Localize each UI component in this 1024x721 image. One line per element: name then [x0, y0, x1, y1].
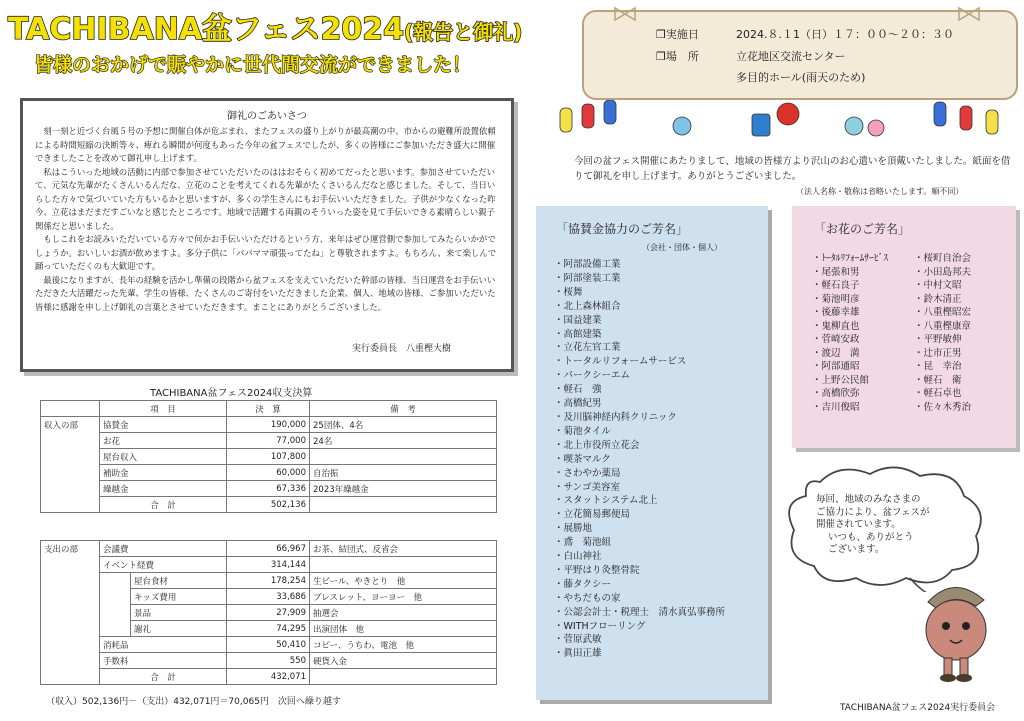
list-item: ・鳶 菊池組	[554, 537, 612, 549]
table-row	[41, 417, 497, 433]
total-label: 合 計	[100, 669, 227, 685]
footer-text: TACHIBANA盆フェス2024実行委員会	[840, 703, 996, 713]
income-table	[40, 400, 497, 513]
list-item: ・やちだもの家	[554, 592, 621, 604]
table-cell: 27,909	[227, 605, 310, 621]
table-cell: イベント経費	[100, 557, 227, 573]
shaved-ice-icon	[752, 114, 770, 136]
flower-list-col1	[812, 252, 888, 414]
table-cell	[41, 621, 100, 637]
place-label: ❒場 所	[656, 50, 699, 63]
list-item: ・軽石卓也	[914, 388, 962, 399]
lantern-icon	[934, 102, 946, 126]
fan-icon	[777, 103, 799, 125]
table-header: 備 考	[310, 401, 497, 417]
expense-table	[40, 540, 497, 685]
list-item: ・眞田正雄	[554, 648, 602, 660]
table-row	[41, 621, 497, 637]
ribbon-icon	[612, 6, 638, 24]
list-item: ・桜町自治会	[914, 253, 972, 264]
table-cell	[41, 589, 100, 605]
table-cell: ブレスレット、ヨーヨー 他	[310, 589, 497, 605]
table-cell	[41, 557, 100, 573]
list-item: ・平野敏伸	[914, 334, 962, 345]
intro-note: （法人名称・敬称は省略いたします。順不同）	[796, 187, 964, 196]
list-item: ・菊池明彦	[812, 293, 860, 305]
table-cell	[310, 669, 497, 685]
table-cell	[310, 497, 497, 513]
table-row	[41, 433, 497, 449]
balance-note: （収入）502,136円－（支出）432,071円＝70,065円 次回へ繰り越す	[46, 697, 341, 707]
table-cell: 60,000	[227, 465, 310, 481]
table-cell	[100, 605, 131, 621]
table-cell	[310, 557, 497, 573]
table-row	[41, 541, 497, 557]
intro-text: 今回の盆フェス開催にあたりまして、地域の皆様方より沢山のお心遣いを頂戴いたしました。紙面を借りて御礼を申し上げます。ありがとうございました。	[574, 156, 1011, 182]
table-cell: 補助金	[100, 465, 227, 481]
greeting-paragraph: 私はこういった地域の活動に内部で参加させていただいたのははおそらく初めてだったと思います。参加させていただいて、元気な先輩がたくさんいるんだな、立花のことを考えてくれる先輩がたくさいるんだなと感じました。そして、当日いらした方々で気づいていた方もいるかと思いますが、多くの学生さんにもお手伝いいただきました。子供が少なくなった昨今、立花はまだまだすごいなと感じたところです。地域で活躍する両親のそういった姿を見て手伝いできる素晴らしい親子関係だと思いました。	[35, 166, 496, 231]
balloon-icon	[673, 117, 691, 135]
list-item: ・尾張和男	[812, 266, 860, 278]
lantern-decoration	[556, 100, 1016, 140]
table-header: 項 目	[100, 401, 227, 417]
list-item: ・菊池タイル	[554, 425, 611, 437]
sponsor-title: 「協賛金協力のご芳名」	[556, 222, 689, 236]
table-cell: 50,410	[227, 637, 310, 653]
list-item: ・国益建業	[554, 314, 602, 326]
list-item: ・北上市役所立花会	[554, 439, 640, 451]
lantern-icon	[604, 100, 616, 124]
list-item: ・軽石 強	[554, 384, 602, 396]
table-cell	[41, 653, 100, 669]
table-row	[41, 605, 497, 621]
table-cell: 生ビール、やきとり 他	[310, 573, 497, 589]
table-cell: 出演団体 他	[310, 621, 497, 637]
ribbon-icon	[956, 6, 982, 24]
bubble-text	[816, 494, 966, 557]
title-main: TACHIBANA盆フェス2024	[8, 12, 405, 47]
list-item: ・立花左官工業	[554, 342, 621, 354]
list-item: ・八重樫昭宏	[914, 307, 972, 318]
list-item: ・上野公民館	[812, 374, 870, 386]
expense-label: 支出の部	[41, 541, 100, 557]
list-item: ・八重樫康章	[914, 320, 972, 332]
table-cell	[41, 669, 100, 685]
table-cell	[100, 621, 131, 637]
greeting-signature: 実行委員長 八重樫大樹	[351, 344, 451, 354]
list-item: ・スタットシステム北上	[554, 495, 658, 507]
flower-note	[792, 206, 1016, 448]
list-item: ・鬼柳直也	[812, 320, 860, 332]
table-cell	[41, 605, 100, 621]
table-cell: 屋台食材	[131, 573, 227, 589]
lantern-icon	[960, 106, 972, 130]
bubble-line: ございます。	[828, 544, 885, 555]
list-item: ・高橋欣弥	[812, 388, 860, 399]
flower-list-col2	[914, 252, 971, 414]
table-cell: 77,000	[227, 433, 310, 449]
list-item: ・佐々木秀治	[914, 401, 972, 413]
bubble-line: ご協力により、盆フェスが	[816, 506, 930, 518]
list-item: ・トータルリフォームサービス	[554, 356, 687, 368]
list-item: ・高橋紀男	[554, 398, 602, 410]
table-row	[41, 589, 497, 605]
list-item: ・及川脳神経内科クリニック	[554, 411, 677, 423]
table-row	[41, 637, 497, 653]
list-item: ・白山神社	[554, 551, 602, 563]
greeting-title: 御礼のごあいさつ	[227, 111, 307, 122]
table-header-blank	[41, 401, 100, 417]
income-total: 502,136	[227, 497, 310, 513]
bubble-line: 毎回、地域のみなさまの	[816, 494, 921, 505]
list-item: ・展勝地	[554, 523, 593, 535]
table-cell: 手数料	[100, 653, 227, 669]
table-cell: 190,000	[227, 417, 310, 433]
list-item: ・昆 幸治	[914, 361, 962, 372]
table-cell	[41, 465, 100, 481]
table-cell	[41, 481, 100, 497]
list-item: ・高館建築	[554, 328, 602, 340]
table-cell: 24名	[310, 433, 497, 449]
list-item: ・菅崎安政	[812, 334, 860, 345]
mascot-icon	[914, 572, 998, 688]
table-cell: 314,144	[227, 557, 310, 573]
place-value: 立花地区交流センター	[736, 50, 846, 63]
list-item: ・パークシーエム	[554, 370, 631, 382]
list-item: ・喫茶マルク	[554, 453, 611, 465]
lantern-icon	[582, 104, 594, 128]
table-cell	[41, 433, 100, 449]
lantern-icon	[986, 110, 998, 134]
total-label: 合 計	[100, 497, 227, 513]
list-item: ・辻市正男	[914, 347, 962, 359]
greeting-body	[35, 125, 501, 314]
expense-total: 432,071	[227, 669, 310, 685]
table-cell: 74,295	[227, 621, 310, 637]
list-item: ・さわやか薬局	[554, 467, 621, 479]
table-row	[41, 465, 497, 481]
table-total-row	[41, 497, 497, 513]
budget-title: TACHIBANA盆フェス2024収支決算	[150, 388, 313, 399]
table-cell: 自治振	[310, 465, 497, 481]
table-cell: 硬貨入金	[310, 653, 497, 669]
income-label: 収入の部	[41, 417, 100, 433]
table-row	[41, 481, 497, 497]
list-item: ・桜舞	[554, 286, 583, 298]
title-suffix: (報告と御礼)	[404, 20, 523, 44]
table-row	[41, 449, 497, 465]
table-cell: お花	[100, 433, 227, 449]
sponsor-list	[554, 258, 725, 661]
table-cell: 550	[227, 653, 310, 669]
table-cell: 謝礼	[131, 621, 227, 637]
table-row	[41, 557, 497, 573]
greeting-paragraph: もしこれをお読みいただいている方々で何かお手伝いいただけるという方、来年はぜひ運営側で参加してみたらいかがでしょうか。おいしいお酒が飲めますよ。多分子供に「パパママ頑張ってたね」と尊敬されますよ。もちろん、来て楽しんで踊っていただくのも大歓迎です。	[35, 234, 497, 271]
table-cell	[310, 449, 497, 465]
flower-title: 「お花のご芳名」	[814, 222, 911, 236]
list-item: ・渡辺 満	[812, 347, 860, 359]
table-cell: 66,967	[227, 541, 310, 557]
list-item: ・中村文昭	[914, 280, 962, 291]
list-item: ・吉川俊昭	[812, 401, 860, 413]
table-total-row	[41, 669, 497, 685]
table-cell: コピー、うちわ、電池 他	[310, 637, 497, 653]
table-cell: キッズ費用	[131, 589, 227, 605]
date-value: 2024.８.１1（日）１７：００〜２０：３０	[736, 28, 954, 41]
table-cell	[100, 573, 131, 589]
table-cell	[41, 637, 100, 653]
table-cell: 屋台収入	[100, 449, 227, 465]
greeting-box	[20, 98, 514, 372]
place-value-2: 多目的ホール(雨天のため)	[736, 71, 866, 84]
date-label: ❒実施日	[656, 28, 699, 41]
list-item: ・軽石良子	[812, 280, 860, 291]
sponsor-subnote: （会社・団体・個人）	[642, 243, 722, 252]
table-cell: 景品	[131, 605, 227, 621]
balloon-icon	[845, 117, 863, 135]
greeting-paragraph: 刻一刻と近づく台風５号の予想に開催自体が危ぶまれ、またフェスの盛り上がりが最高潮の中、市からの避難所設置依頼による時間短縮の決断等々、痺れる瞬間が何度もあった今年の盆フェスでしたが、多くの皆様にご参加いただき盛大に開催できましたことを改めて御礼申し上げます。	[35, 126, 496, 163]
table-cell	[41, 497, 100, 513]
table-cell	[100, 589, 131, 605]
list-item: ・ﾄｰﾀﾙﾘﾌｫｰﾑｻｰﾋﾞｽ	[812, 253, 889, 264]
sponsor-note	[536, 206, 768, 700]
page-subtitle: 皆様のおかげで賑やかに世代間交流ができました！	[34, 54, 472, 76]
table-cell	[41, 449, 100, 465]
list-item: ・阿部塗装工業	[554, 272, 621, 284]
table-cell: 2023年繰越金	[310, 481, 497, 497]
list-item: ・阿部通昭	[812, 361, 860, 372]
table-row	[41, 653, 497, 669]
list-item: ・菅原武敏	[554, 634, 602, 646]
list-item: ・北上森林組合	[554, 300, 621, 312]
table-header: 決 算	[227, 401, 310, 417]
table-cell	[41, 573, 100, 589]
list-item: ・軽石 衛	[914, 374, 962, 386]
table-cell: お茶、結団式、反省会	[310, 541, 497, 557]
table-cell: 33,686	[227, 589, 310, 605]
list-item: ・鈴木清正	[914, 293, 962, 305]
table-cell: 会議費	[100, 541, 227, 557]
table-cell: 25団体、4名	[310, 417, 497, 433]
balloon-icon	[868, 120, 884, 136]
list-item: ・阿部設備工業	[554, 259, 621, 270]
table-cell: 178,254	[227, 573, 310, 589]
table-cell: 67,336	[227, 481, 310, 497]
list-item: ・後藤幸雄	[812, 307, 860, 318]
list-item: ・公認会計士・税理士 清水真弘事務所	[554, 606, 726, 618]
list-item: ・サンゴ美容室	[554, 481, 621, 493]
table-cell: 協賛金	[100, 417, 227, 433]
bubble-line: いつも、ありがとう	[828, 531, 914, 543]
list-item: ・立花簡易郵便局	[554, 509, 631, 521]
table-row	[41, 573, 497, 589]
list-item: ・平野はり灸整骨院	[554, 564, 640, 576]
greeting-paragraph: 最後になりますが、長年の経験を活かし準備の段階から盆フェスを支えていただいた幹部の皆様、当日運営をお手伝いいただきた大活躍だった先輩、学生の皆様、たくさんのご寄付をいただきました企業、個人、地域の皆様、ご参加いただいた皆様に感謝を申し上げ御礼の言葉とさせていただきます。まことにありがとうございました。	[35, 274, 496, 312]
page-title	[8, 4, 522, 48]
list-item: ・WITHフローリング	[554, 620, 646, 632]
table-cell: 抽選会	[310, 605, 497, 621]
bubble-line: 開催されています。	[816, 519, 901, 530]
table-cell: 繰越金	[100, 481, 227, 497]
event-info-box	[582, 10, 1018, 100]
list-item: ・藤タクシー	[554, 578, 612, 590]
table-cell: 消耗品	[100, 637, 227, 653]
list-item: ・小田島邦夫	[914, 266, 972, 278]
table-cell: 107,800	[227, 449, 310, 465]
lantern-icon	[560, 108, 572, 132]
